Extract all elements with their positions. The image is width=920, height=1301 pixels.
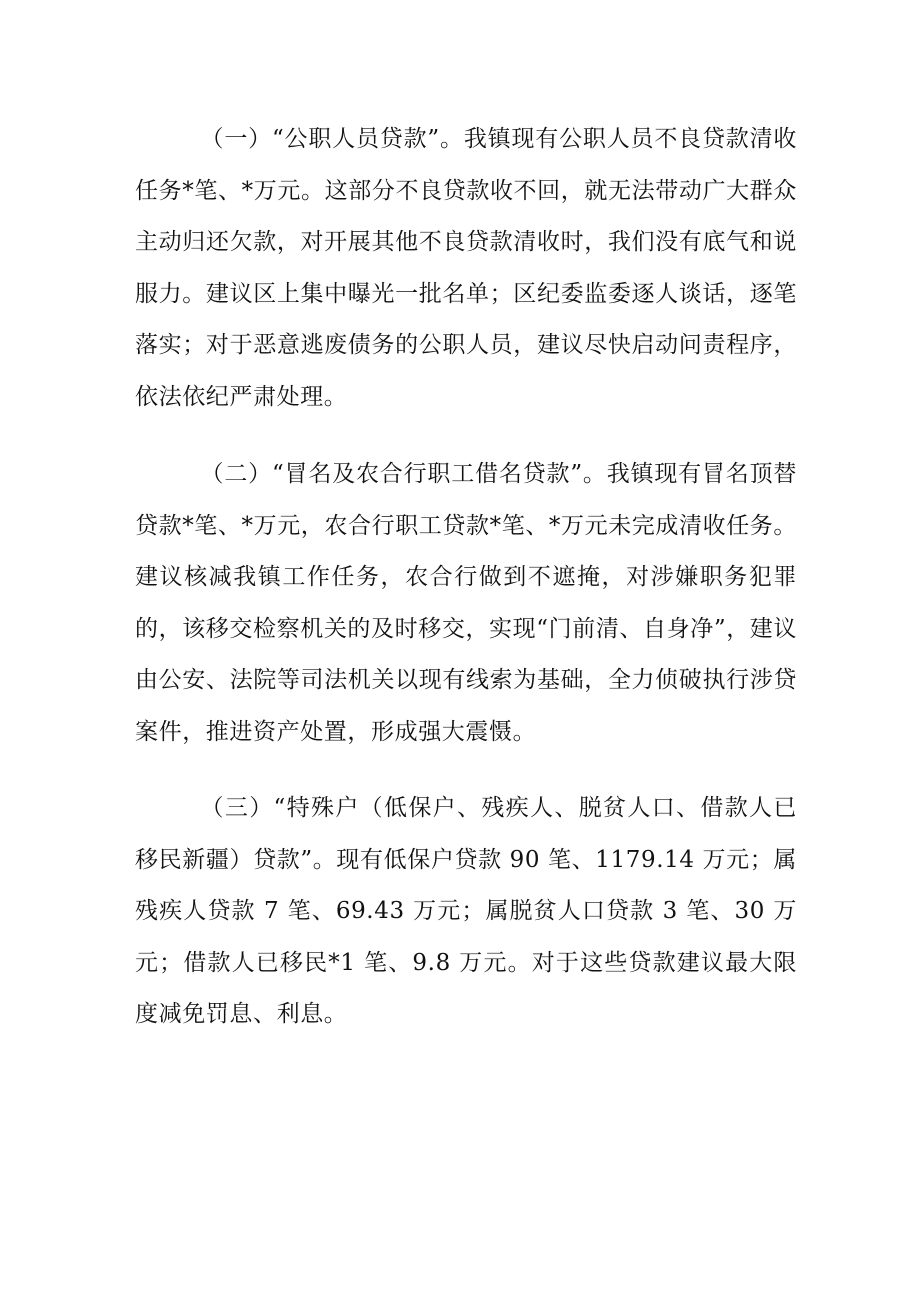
paragraph-public-officials-loans: （一）“公职人员贷款”。我镇现有公职人员不良贷款清收任务*笔、*万元。这部分不良贷款收不回，就无法带动广大群众主动归还欠款，对开展其他不良贷款清收时，我们没有底气和说服力。建议区上集中曝光一批名单；区纪委监委逐人谈话，逐笔落实；对于恶意逃废债务的公职人员，建议尽快启动问责程序，依法依纪严肃处理。 (135, 126, 797, 410)
paragraph-impersonation-loans: （二）“冒名及农合行职工借名贷款”。我镇现有冒名顶替贷款*笔、*万元，农合行职工贷款*笔、*万元未完成清收任务。建议核减我镇工作任务，农合行做到不遮掩，对涉嫌职务犯罪的，该移交检察机关的及时移交，实现“门前清、自身净”，建议由公安、法院等司法机关以现有线索为基础，全力侦破执行涉贷案件，推进资产处置，形成强大震慑。 (135, 461, 797, 745)
paragraph-special-household-loans: （三）“特殊户（低保户、残疾人、脱贫人口、借款人已移民新疆）贷款”。现有低保户贷款 90 笔、1179.14 万元；属残疾人贷款 7 笔、69.43 万元；属脱贫人口贷款 3 笔、30 万元；借款人已移民*1 笔、9.8 万元。对于这些贷款建议最大限度减免罚息、利息。 (135, 795, 797, 1027)
